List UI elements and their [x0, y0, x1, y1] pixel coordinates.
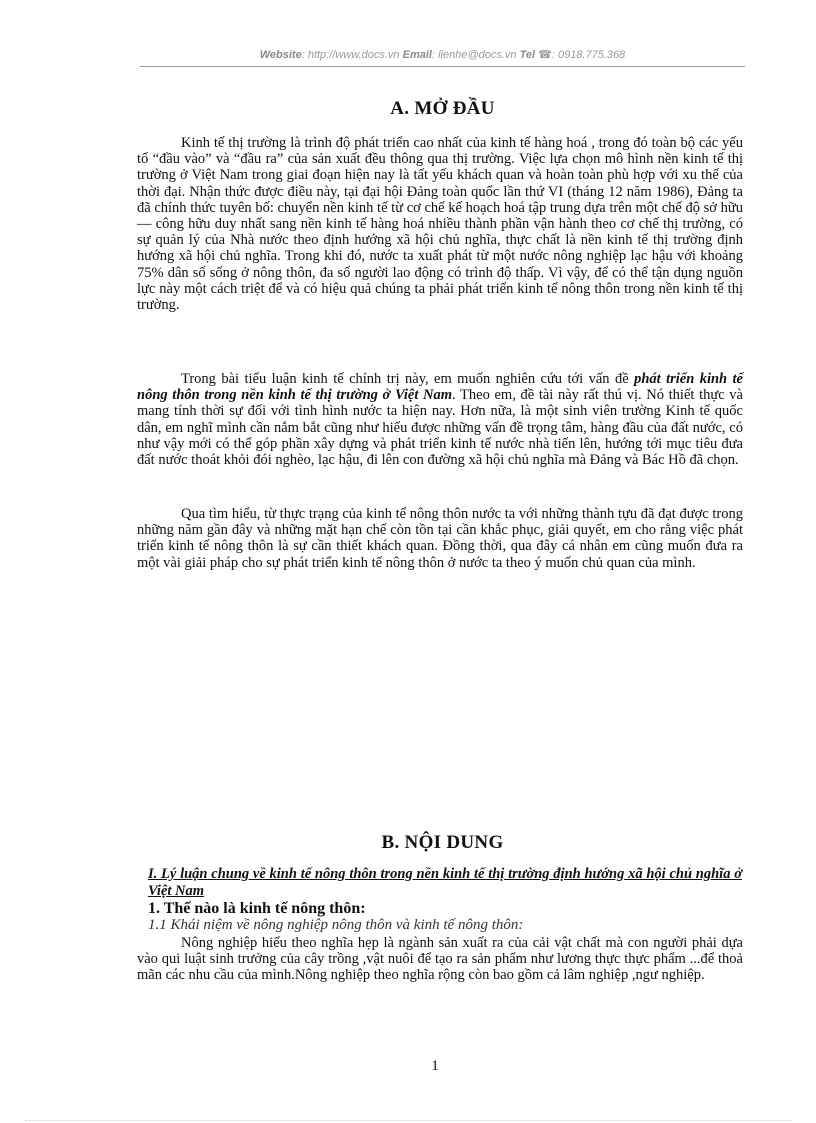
website-value: : http://www.docs.vn — [301, 49, 400, 61]
intro-paragraph-1 — [137, 135, 743, 313]
page-header — [140, 48, 745, 61]
subsection-1-1-heading: 1.1 Khái niệm về nông nghiệp nông thôn và kinh tế nông thôn: — [148, 917, 524, 933]
topic-emphasis: phát triển kinh tế nông thôn trong nền kinh tế thị trường ở Việt Nam — [137, 371, 743, 404]
intro-paragraph-3-text: Qua tìm hiểu, từ thực trạng của kinh tế nông thôn nước ta với những thành tựu đã đạt được trong những năm gần đây và những mặt hạn chế còn tồn tại cần khắc phục, giải quyết, em cho rằng việc phát triển kinh tế nông thôn là sự cần thiết khách quan. Đồng thời, qua đây cá nhân em cũng muốn đưa ra một vài giải pháp cho sự phát triển kinh tế nông thôn ở nước ta theo ý muốn chủ quan của mình. — [137, 506, 743, 571]
email-label: Email — [402, 49, 432, 61]
page-bottom-border — [25, 1120, 791, 1121]
intro-paragraph-2-lead: Trong bài tiểu luận kinh tế chính trị này, em muốn nghiên cứu tới vấn đề — [181, 371, 629, 387]
intro-paragraph-2-rest: . Theo em, đề tài này rất thú vị. Nó thiết thực và mang tính thời sự đối với tình hình nước ta hiện nay. Hơn nữa, là một sinh viên trường Kinh tế quốc dân, em nghĩ mình cần nắm bắt cũng như hiểu được những vấn đề trọng tâm, hàng đầu của đất nước, có như vậy mới có thể góp phần xây dựng và phát triển kinh tế nước nhà tiến lên, hướng tới mục tiêu đưa đất nước thoát khỏi đói nghèo, lạc hậu, đi lên con đường xã hội chủ nghĩa mà Đảng và Bác Hồ đã chọn. — [137, 387, 743, 469]
phone-icon: ☎ — [538, 49, 552, 61]
tel-value: : 0918.775.368 — [551, 49, 626, 61]
subsection-1-heading: 1. Thế nào là kinh tế nông thôn: — [148, 900, 366, 917]
section-b-title: B. NỘI DUNG — [381, 832, 504, 853]
intro-paragraph-1-text: Kinh tế thị trường là trình độ phát triển cao nhất của kinh tế hàng hoá , trong đó toàn bộ các yếu tố “đầu vào” và “đầu ra” của sản xuất đều thông qua thị trường. Việc lựa chọn mô hình nền kinh tế thị trường ở Việt Nam trong giai đoạn hiện nay là tất yếu khách quan và hoàn toàn phù hợp với xu thế của thời đại. Nhận thức được điều này, tại đại hội Đảng toàn quốc lần thứ VI (tháng 12 năm 1986), Đảng ta đã chính thức tuyên bố: chuyển nền kinh tế từ cơ chế kế hoạch hoá tập trung dựa trên một chế độ sở hữu — công hữu duy nhất sang nền kinh tế hàng hoá nhiều thành phần vận hành theo cơ chế thị trường, có sự quản lý của Nhà nước theo định hướng xã hội chủ nghĩa, thực chất là nền kinh tế thị trường định hướng xã hội chủ nghĩa. Trong khi đó, nước ta xuất phát từ một nước nông nghiệp lạc hậu với khoảng 75% dân số sống ở nông thôn, đa số người lao động có trình độ thấp. Vì vậy, để có thể tận dụng nguồn lực này một cách triệt để và có hiệu quả chúng ta phải phát triển kinh tế nông thôn trong nền kinh tế thị trường. — [137, 135, 743, 314]
tel-label: Tel — [519, 49, 536, 61]
body-paragraph-agriculture-text: Nông nghiệp hiểu theo nghĩa hẹp là ngành sản xuất ra của cải vật chất mà con người phải dựa vào qui luật sinh trưởng của cây trồng ,vật nuôi để tạo ra sản phẩm như lương thực thực phẩm ...để thoả mãn các nhu cầu của mình.Nông nghiệp theo nghĩa rộng còn bao gồm cả lâm nghiệp ,ngư nghiệp. — [137, 935, 743, 984]
body-paragraph-agriculture — [137, 935, 743, 984]
email-value: : lienhe@docs.vn — [431, 49, 517, 61]
header-rule — [140, 66, 745, 67]
intro-paragraph-3 — [137, 506, 743, 571]
page-number: 1 — [431, 1058, 439, 1074]
section-a-title: A. MỞ ĐẦU — [390, 98, 495, 119]
chapter-i-heading: I. Lý luận chung về kinh tế nông thôn trong nền kinh tế thị trường định hướng xã hội chủ nghĩa ở Việt Nam — [148, 866, 742, 899]
website-label: Website — [259, 49, 302, 61]
intro-paragraph-2 — [137, 371, 743, 468]
